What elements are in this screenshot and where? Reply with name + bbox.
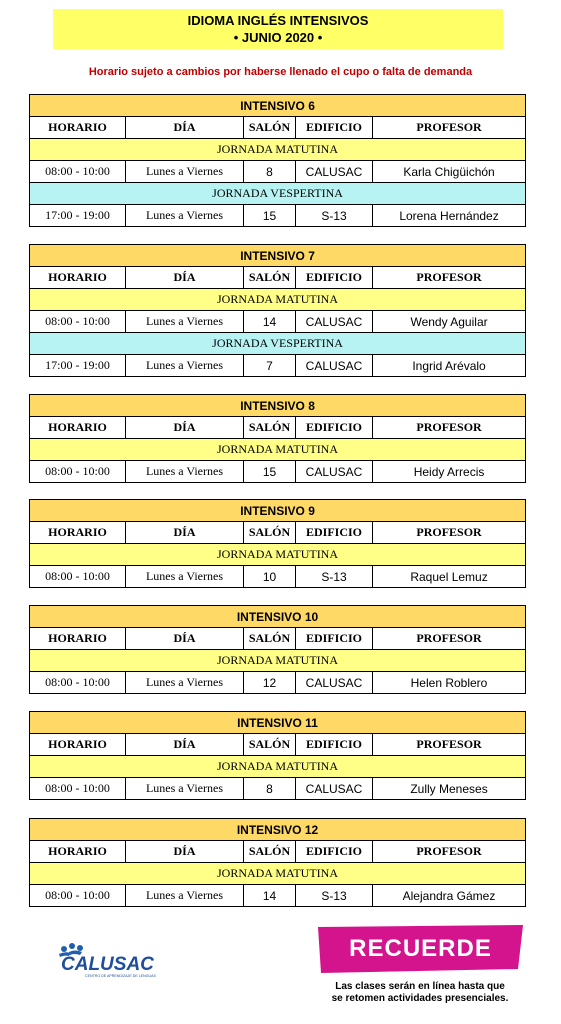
column-header: HORARIO bbox=[30, 417, 126, 439]
horario-cell: 17:00 - 19:00 bbox=[30, 205, 126, 227]
dia-cell: Lunes a Viernes bbox=[126, 355, 244, 377]
intensive-title: INTENSIVO 11 bbox=[30, 712, 526, 734]
column-header: HORARIO bbox=[30, 267, 126, 289]
table-header-row bbox=[30, 267, 526, 289]
horario-cell: 08:00 - 10:00 bbox=[30, 778, 126, 800]
table-header-row bbox=[30, 628, 526, 650]
column-header: EDIFICIO bbox=[296, 267, 373, 289]
table-header-row bbox=[30, 117, 526, 139]
profesor-cell: Raquel Lemuz bbox=[373, 566, 526, 588]
schedule-notice: Horario sujeto a cambios por haberse llenado el cupo o falta de demanda bbox=[88, 66, 473, 78]
column-header: HORARIO bbox=[30, 734, 126, 756]
edificio-cell: CALUSAC bbox=[296, 672, 373, 694]
salon-cell: 15 bbox=[244, 205, 296, 227]
shift-label: JORNADA MATUTINA bbox=[30, 756, 526, 778]
column-header: EDIFICIO bbox=[296, 117, 373, 139]
column-header: SALÓN bbox=[244, 734, 296, 756]
column-header: DÍA bbox=[126, 267, 244, 289]
schedule-table bbox=[29, 499, 526, 588]
shift-label: JORNADA MATUTINA bbox=[30, 863, 526, 885]
note-line-1: Las clases serán en línea hasta que bbox=[335, 981, 505, 992]
schedule-table bbox=[29, 711, 526, 800]
dia-cell: Lunes a Viernes bbox=[126, 311, 244, 333]
column-header: SALÓN bbox=[244, 417, 296, 439]
column-header: EDIFICIO bbox=[296, 522, 373, 544]
section-row bbox=[30, 650, 526, 672]
table-row bbox=[30, 205, 526, 227]
section-row bbox=[30, 544, 526, 566]
shift-label: JORNADA VESPERTINA bbox=[30, 183, 526, 205]
table-row bbox=[30, 461, 526, 483]
shift-label: JORNADA MATUTINA bbox=[30, 544, 526, 566]
salon-cell: 7 bbox=[244, 355, 296, 377]
document-subtitle: • JUNIO 2020 • bbox=[233, 30, 323, 45]
table-row bbox=[30, 161, 526, 183]
dia-cell: Lunes a Viernes bbox=[126, 778, 244, 800]
horario-cell: 08:00 - 10:00 bbox=[30, 672, 126, 694]
edificio-cell: CALUSAC bbox=[296, 778, 373, 800]
column-header: DÍA bbox=[126, 117, 244, 139]
intensive-title: INTENSIVO 8 bbox=[30, 395, 526, 417]
salon-cell: 14 bbox=[244, 311, 296, 333]
dia-cell: Lunes a Viernes bbox=[126, 566, 244, 588]
dia-cell: Lunes a Viernes bbox=[126, 205, 244, 227]
profesor-cell: Helen Roblero bbox=[373, 672, 526, 694]
document-title-box bbox=[53, 9, 503, 49]
column-header: SALÓN bbox=[244, 267, 296, 289]
edificio-cell: CALUSAC bbox=[296, 161, 373, 183]
edificio-cell: CALUSAC bbox=[296, 461, 373, 483]
dia-cell: Lunes a Viernes bbox=[126, 672, 244, 694]
column-header: HORARIO bbox=[30, 628, 126, 650]
shift-label: JORNADA MATUTINA bbox=[30, 289, 526, 311]
edificio-cell: S-13 bbox=[296, 205, 373, 227]
salon-cell: 12 bbox=[244, 672, 296, 694]
column-header: PROFESOR bbox=[373, 417, 526, 439]
table-header-row bbox=[30, 841, 526, 863]
table-header-row bbox=[30, 734, 526, 756]
dia-cell: Lunes a Viernes bbox=[126, 461, 244, 483]
table-title-row bbox=[30, 500, 526, 522]
column-header: PROFESOR bbox=[373, 841, 526, 863]
profesor-cell: Lorena Hernández bbox=[373, 205, 526, 227]
horario-cell: 08:00 - 10:00 bbox=[30, 885, 126, 907]
salon-cell: 10 bbox=[244, 566, 296, 588]
edificio-cell: S-13 bbox=[296, 566, 373, 588]
schedule-table bbox=[29, 818, 526, 907]
shift-label: JORNADA VESPERTINA bbox=[30, 333, 526, 355]
column-header: EDIFICIO bbox=[296, 841, 373, 863]
column-header: SALÓN bbox=[244, 628, 296, 650]
column-header: PROFESOR bbox=[373, 117, 526, 139]
column-header: DÍA bbox=[126, 628, 244, 650]
profesor-cell: Wendy Aguilar bbox=[373, 311, 526, 333]
salon-cell: 8 bbox=[244, 778, 296, 800]
column-header: PROFESOR bbox=[373, 522, 526, 544]
calusac-logo bbox=[55, 940, 170, 980]
column-header: PROFESOR bbox=[373, 734, 526, 756]
column-header: DÍA bbox=[126, 841, 244, 863]
column-header: HORARIO bbox=[30, 117, 126, 139]
section-row bbox=[30, 333, 526, 355]
table-row bbox=[30, 311, 526, 333]
table-row bbox=[30, 885, 526, 907]
horario-cell: 08:00 - 10:00 bbox=[30, 161, 126, 183]
table-title-row bbox=[30, 95, 526, 117]
logo-subtext: CENTRO DE APRENDIZAJE DE LENGUAS bbox=[85, 974, 156, 978]
column-header: EDIFICIO bbox=[296, 628, 373, 650]
shift-label: JORNADA MATUTINA bbox=[30, 139, 526, 161]
salon-cell: 15 bbox=[244, 461, 296, 483]
intensive-title: INTENSIVO 9 bbox=[30, 500, 526, 522]
column-header: DÍA bbox=[126, 522, 244, 544]
table-row bbox=[30, 672, 526, 694]
column-header: SALÓN bbox=[244, 522, 296, 544]
table-header-row bbox=[30, 522, 526, 544]
table-title-row bbox=[30, 245, 526, 267]
horario-cell: 08:00 - 10:00 bbox=[30, 566, 126, 588]
schedule-table bbox=[29, 605, 526, 694]
salon-cell: 14 bbox=[244, 885, 296, 907]
section-row bbox=[30, 289, 526, 311]
schedule-table bbox=[29, 244, 526, 377]
recuerde-label: RECUERDE bbox=[349, 935, 492, 962]
column-header: HORARIO bbox=[30, 522, 126, 544]
column-header: HORARIO bbox=[30, 841, 126, 863]
horario-cell: 17:00 - 19:00 bbox=[30, 355, 126, 377]
intensive-title: INTENSIVO 10 bbox=[30, 606, 526, 628]
column-header: EDIFICIO bbox=[296, 417, 373, 439]
intensive-title: INTENSIVO 7 bbox=[30, 245, 526, 267]
document-title: IDIOMA INGLÉS INTENSIVOS bbox=[187, 13, 369, 28]
logo-text: CALUSAC bbox=[61, 954, 154, 975]
column-header: EDIFICIO bbox=[296, 734, 373, 756]
table-row bbox=[30, 566, 526, 588]
column-header: PROFESOR bbox=[373, 267, 526, 289]
intensive-title: INTENSIVO 12 bbox=[30, 819, 526, 841]
note-line-2: se retomen actividades presenciales. bbox=[331, 993, 509, 1004]
column-header: SALÓN bbox=[244, 841, 296, 863]
column-header: DÍA bbox=[126, 734, 244, 756]
horario-cell: 08:00 - 10:00 bbox=[30, 461, 126, 483]
section-row bbox=[30, 756, 526, 778]
table-title-row bbox=[30, 819, 526, 841]
profesor-cell: Zully Meneses bbox=[373, 778, 526, 800]
shift-label: JORNADA MATUTINA bbox=[30, 650, 526, 672]
online-classes-note bbox=[300, 981, 540, 1005]
dia-cell: Lunes a Viernes bbox=[126, 885, 244, 907]
horario-cell: 08:00 - 10:00 bbox=[30, 311, 126, 333]
edificio-cell: S-13 bbox=[296, 885, 373, 907]
table-title-row bbox=[30, 395, 526, 417]
table-title-row bbox=[30, 606, 526, 628]
column-header: SALÓN bbox=[244, 117, 296, 139]
schedule-table bbox=[29, 394, 526, 483]
profesor-cell: Heidy Arrecis bbox=[373, 461, 526, 483]
column-header: DÍA bbox=[126, 417, 244, 439]
edificio-cell: CALUSAC bbox=[296, 355, 373, 377]
column-header: PROFESOR bbox=[373, 628, 526, 650]
section-row bbox=[30, 439, 526, 461]
profesor-cell: Ingrid Arévalo bbox=[373, 355, 526, 377]
salon-cell: 8 bbox=[244, 161, 296, 183]
table-row bbox=[30, 778, 526, 800]
section-row bbox=[30, 863, 526, 885]
schedule-table bbox=[29, 94, 526, 227]
section-row bbox=[30, 139, 526, 161]
table-title-row bbox=[30, 712, 526, 734]
dia-cell: Lunes a Viernes bbox=[126, 161, 244, 183]
shift-label: JORNADA MATUTINA bbox=[30, 439, 526, 461]
section-row bbox=[30, 183, 526, 205]
intensive-title: INTENSIVO 6 bbox=[30, 95, 526, 117]
edificio-cell: CALUSAC bbox=[296, 311, 373, 333]
table-header-row bbox=[30, 417, 526, 439]
profesor-cell: Alejandra Gámez bbox=[373, 885, 526, 907]
table-row bbox=[30, 355, 526, 377]
profesor-cell: Karla Chigüichón bbox=[373, 161, 526, 183]
